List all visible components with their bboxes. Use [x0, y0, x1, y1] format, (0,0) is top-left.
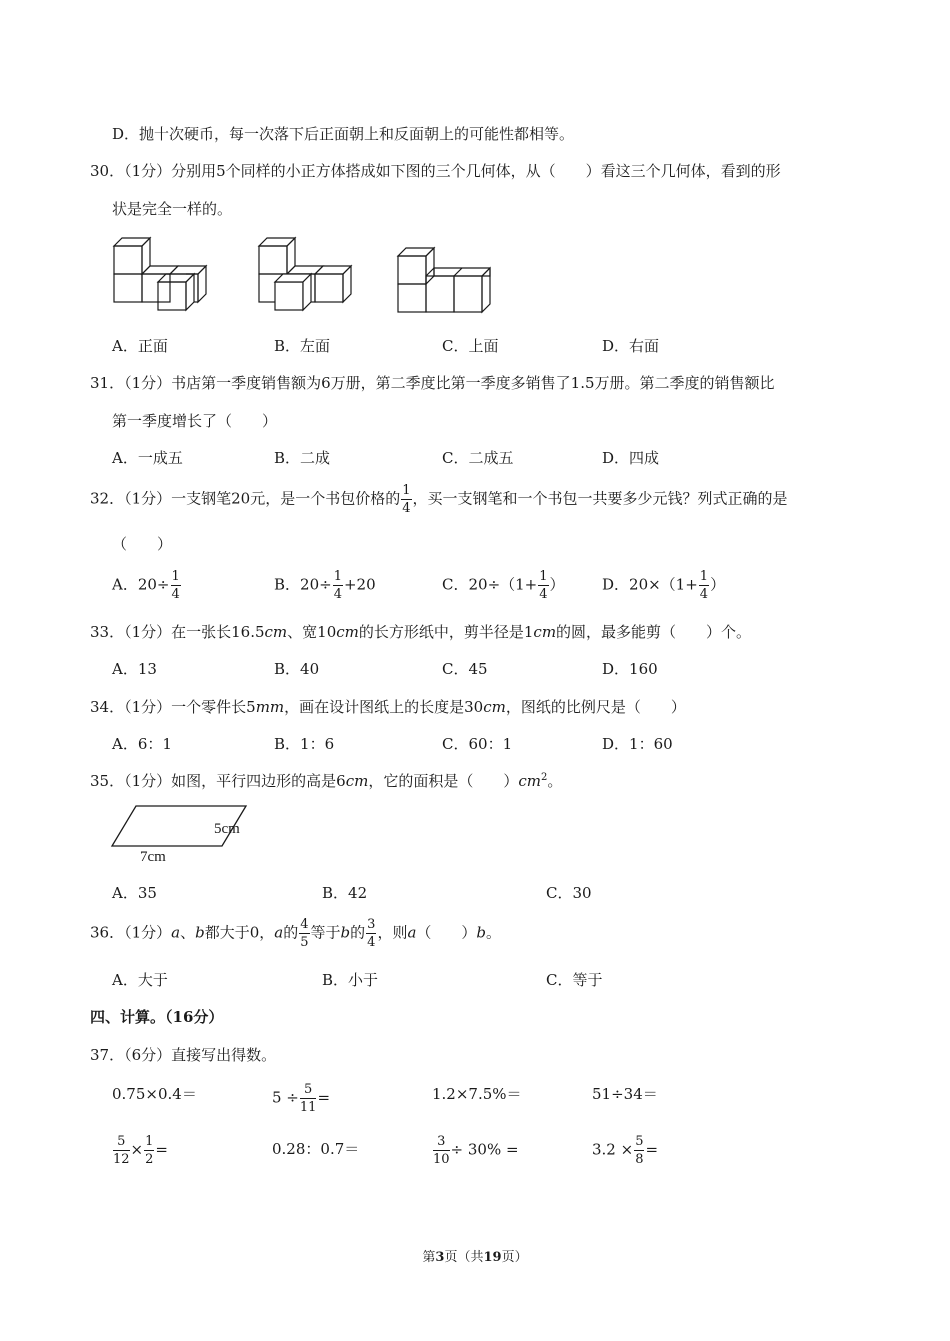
expr-4: 51÷34＝ — [592, 1085, 658, 1103]
q34-option-a: A．6：1 — [112, 735, 172, 753]
q32-text-line2: （ ） — [112, 535, 173, 553]
q34-option-b: B．1：6 — [274, 735, 335, 753]
q32-option-b: B．20÷ $\frac{1}{4}$ +20 — [274, 569, 376, 602]
page-footer: 第3页（共19页） — [422, 1250, 528, 1265]
q33-option-b: B．40 — [274, 660, 320, 678]
q36-option-c: C．等于 — [546, 971, 603, 989]
q35-option-a: A．35 — [112, 884, 157, 902]
q31-text-line2: 第一季度增长了（ ） — [112, 412, 278, 430]
expr-7: $\frac{3}{10}$ ÷ 30% = — [433, 1134, 519, 1167]
q30-option-d: D．右面 — [602, 337, 660, 355]
q34-option-c: C．60：1 — [442, 735, 513, 753]
q32-text-line1: 32．（1分）一支钢笔20元，是一个书包价格的 $\frac{1}{4}$ ，买一支钢笔和一个书包一共要多少元钱？列式正确的是 — [90, 483, 788, 516]
q31-option-a: A．一成五 — [112, 449, 183, 467]
q30-text-line1: 30．（1分）分别用5个同样的小正方体搭成如下图的三个几何体，从（ ）看这三个几何体，看到的形 — [90, 162, 781, 180]
expr-5: $\frac{5}{12}$ × $\frac{1}{2}$ = — [113, 1134, 168, 1167]
q33-option-a: A．13 — [112, 660, 157, 678]
q34-text: 34．（1分）一个零件长5mm，画在设计图纸上的长度是30cm，图纸的比例尺是（ ） — [90, 698, 686, 716]
q30-option-c: C．上面 — [442, 337, 499, 355]
q35-option-c: C．30 — [546, 884, 592, 902]
q33-text: 33．（1分）在一张长16.5cm、宽10cm的长方形纸中，剪半径是1cm的圆，最多能剪（ ）个。 — [90, 623, 752, 641]
q36-option-a: A．大于 — [112, 971, 168, 989]
expr-3: 1.2×7.5%＝ — [432, 1085, 522, 1103]
q30-cube-figures — [100, 232, 520, 322]
q35-option-b: B．42 — [322, 884, 368, 902]
q31-option-b: B．二成 — [274, 449, 331, 467]
q37-title: 37．（6分）直接写出得数。 — [90, 1046, 277, 1064]
q35-text: 35．（1分）如图，平行四边形的高是6cm，它的面积是（ ）$cm^2$。 — [90, 772, 563, 790]
q32-option-c: C．20÷（1+ $\frac{1}{4}$ ） — [442, 569, 565, 602]
parallelogram-side-label: 5cm — [214, 821, 240, 837]
q32-option-a: A．20÷ $\frac{1}{4}$ — [112, 569, 180, 602]
q32-option-d: D．20×（1+ $\frac{1}{4}$ ） — [602, 569, 726, 602]
q30-option-a: A．正面 — [112, 337, 168, 355]
section-title: 四、计算。（16分） — [90, 1008, 224, 1026]
q36-text: 36．（1分）a、b都大于0，a的 $\frac{4}{5}$ 等于b的 $\frac{3}{4}$ ，则a（ ）b。 — [90, 917, 502, 950]
q30-text-line2: 状是完全一样的。 — [112, 200, 233, 218]
expr-8: 3.2 × $\frac{5}{8}$ = — [592, 1134, 659, 1167]
q30-option-b: B．左面 — [274, 337, 331, 355]
expr-6: 0.28：0.7＝ — [272, 1140, 360, 1158]
parallelogram-base-label: 7cm — [140, 849, 166, 865]
cube-figure-3 — [398, 248, 490, 312]
q36-option-b: B．小于 — [322, 971, 379, 989]
cube-figure-1 — [114, 238, 206, 310]
q33-option-d: D．160 — [602, 660, 658, 678]
q31-option-d: D．四成 — [602, 449, 660, 467]
cube-figure-2 — [259, 238, 351, 310]
q34-option-d: D．1：60 — [602, 735, 673, 753]
q33-option-c: C．45 — [442, 660, 488, 678]
expr-2: 5 ÷ $\frac{5}{11}$ = — [272, 1082, 331, 1115]
q31-text-line1: 31．（1分）书店第一季度销售额为6万册，第二季度比第一季度多销售了1.5万册。第二季度的销售额比 — [90, 374, 775, 392]
fraction: $\frac{1}{4}$ — [402, 483, 411, 516]
q29-option-d: D．抛十次硬币，每一次落下后正面朝上和反面朝上的可能性都相等。 — [112, 125, 575, 143]
expr-1: 0.75×0.4＝ — [112, 1085, 197, 1103]
q31-option-c: C．二成五 — [442, 449, 514, 467]
